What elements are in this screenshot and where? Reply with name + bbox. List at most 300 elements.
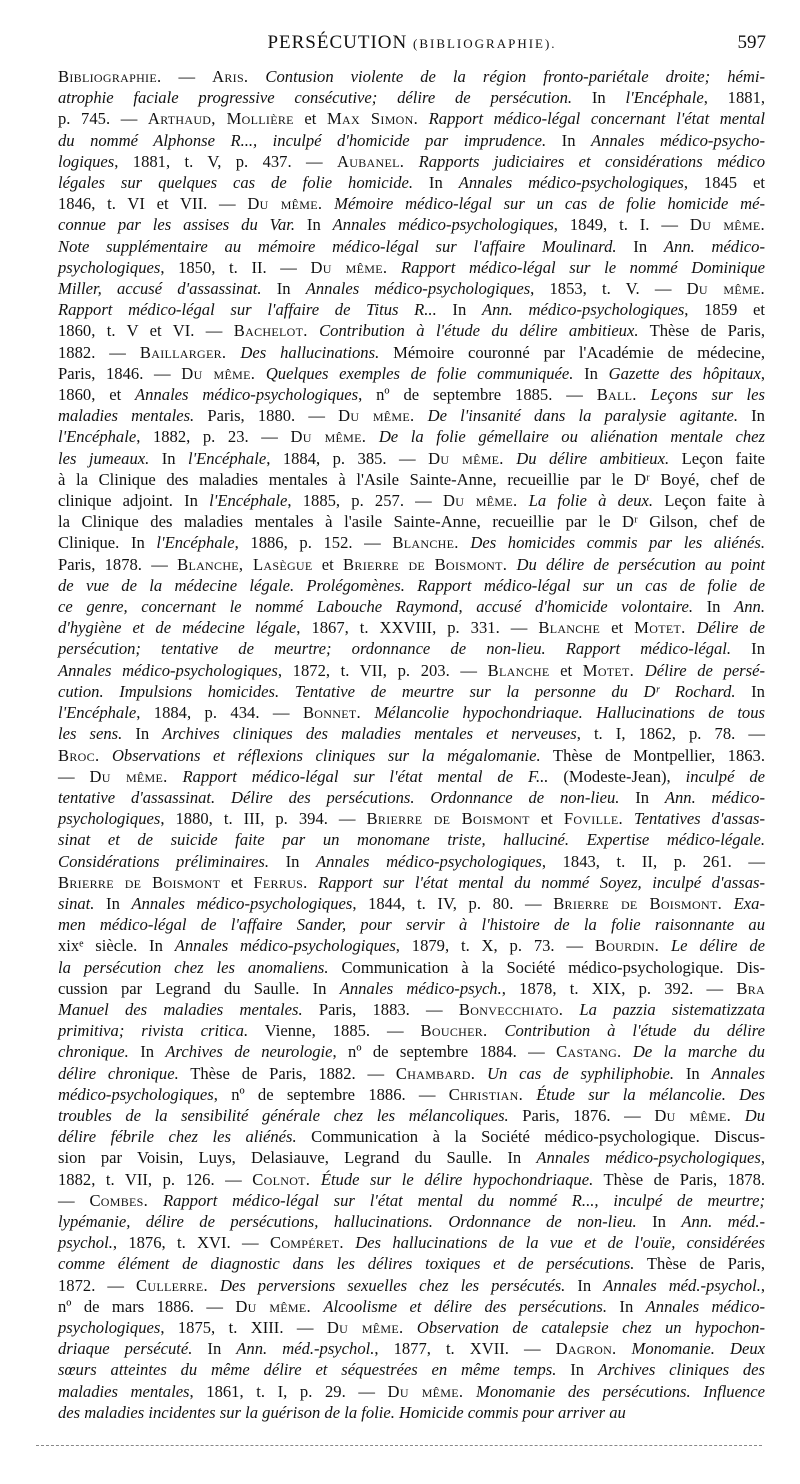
text-line bbox=[58, 723, 765, 744]
plain-text bbox=[366, 427, 379, 446]
plain-text: Clinique. In bbox=[58, 533, 157, 553]
italic-title: Annales méd.-psychol. bbox=[603, 1275, 761, 1295]
plain-text: In bbox=[192, 1339, 237, 1359]
plain-text: , 1885, p. 257. — bbox=[287, 491, 443, 511]
plain-text bbox=[404, 152, 418, 171]
plain-text bbox=[248, 67, 265, 86]
plain-text: (Modeste-Jean), bbox=[548, 766, 686, 786]
text-line bbox=[58, 490, 765, 511]
plain-text: à la Clinique des maladies mentales à l'Asile Sainte-Anne, recueillie par le Dʳ Boyé, chef de bbox=[58, 469, 765, 489]
text-line bbox=[58, 405, 765, 426]
plain-text: In bbox=[738, 406, 765, 426]
plain-text bbox=[563, 1000, 579, 1019]
plain-text: Mémoire couronné par l'Académie de médecine, bbox=[379, 342, 765, 362]
author-name: Du même. bbox=[387, 1381, 464, 1401]
plain-text: , 1843, t. II, p. 261. — bbox=[541, 851, 765, 871]
plain-text bbox=[148, 1191, 163, 1210]
italic-title: sœurs atteintes du même délire et séquestrées en même temps. bbox=[58, 1360, 557, 1380]
author-name: Combes. bbox=[89, 1190, 149, 1210]
text-line bbox=[58, 1296, 765, 1317]
plain-text: , 1845 et bbox=[683, 173, 765, 193]
italic-title: Ann. méd.- bbox=[681, 1211, 765, 1231]
author-name: Compéret. bbox=[269, 1233, 344, 1253]
text-line bbox=[58, 511, 765, 532]
plain-text: , 1849, t. I. — bbox=[553, 215, 690, 235]
italic-title: connue par les assises du Var. bbox=[58, 215, 296, 235]
text-line bbox=[58, 1190, 765, 1211]
plain-text: , bbox=[760, 1275, 766, 1295]
author-name: Cullerre. bbox=[135, 1275, 208, 1295]
author-name: Ferrus. bbox=[253, 872, 308, 892]
italic-title: chronique. bbox=[58, 1042, 129, 1062]
italic-title: Exa- bbox=[733, 893, 765, 913]
text-line bbox=[58, 978, 765, 999]
plain-text: , 1844, t. IV, p. 80. — bbox=[352, 893, 554, 913]
author-name: Du même. bbox=[310, 257, 388, 277]
plain-text bbox=[361, 703, 374, 722]
plain-text: Paris, 1883. — bbox=[302, 999, 459, 1019]
plain-text bbox=[659, 936, 671, 955]
plain-text: In bbox=[268, 851, 317, 871]
plain-text: In bbox=[295, 215, 333, 235]
plain-text bbox=[311, 1297, 323, 1316]
author-name: Castang. bbox=[556, 1042, 622, 1062]
plain-text bbox=[208, 1276, 220, 1295]
author-name: Ball. bbox=[596, 385, 637, 405]
italic-title: l'Encéphale bbox=[209, 491, 288, 511]
plain-text: , 1881, t. V, p. 437. — bbox=[114, 151, 337, 171]
text-line bbox=[58, 172, 765, 193]
author-name: Boucher. bbox=[420, 1021, 488, 1041]
italic-title: Rapport médico-légal sur l'état mental de F... bbox=[182, 766, 549, 786]
italic-title: Annales médico-psychologiques bbox=[174, 936, 396, 956]
italic-title: du nommé Alphonse R..., inculpé d'homicide par imprudence. bbox=[58, 130, 547, 150]
plain-text: , bbox=[760, 1148, 765, 1168]
plain-text: , 1886, p. 152. — bbox=[234, 533, 393, 553]
italic-title: Archives cliniques des maladies mentales et nerveuses bbox=[162, 724, 577, 744]
italic-title: Archives cliniques des bbox=[597, 1360, 765, 1380]
plain-text bbox=[623, 809, 634, 828]
plain-text bbox=[308, 873, 319, 892]
text-line bbox=[58, 681, 765, 702]
text-line bbox=[58, 1211, 765, 1232]
plain-text: In bbox=[731, 639, 765, 659]
author-name: Brierre de Boismont bbox=[58, 872, 221, 892]
plain-text: Thèse de Montpellier, 1863. bbox=[540, 745, 766, 765]
author-name: Dagron. bbox=[555, 1339, 617, 1359]
italic-title: médico-psychologiques bbox=[58, 1084, 214, 1104]
plain-text: cussion par Legrand du Saulle. In bbox=[58, 978, 340, 998]
italic-title: psychol. bbox=[58, 1233, 113, 1253]
plain-text: , 1879, t. X, p. 73. — bbox=[395, 936, 595, 956]
text-line bbox=[58, 236, 765, 257]
plain-text bbox=[414, 406, 427, 425]
text-line bbox=[58, 1317, 765, 1338]
text-line bbox=[58, 448, 765, 469]
plain-text bbox=[168, 767, 183, 786]
text-line bbox=[58, 1084, 765, 1105]
italic-title: Quelques exemples de folie communiquée. bbox=[265, 363, 574, 383]
text-line bbox=[58, 893, 765, 914]
plain-text: et bbox=[220, 872, 254, 892]
italic-title: ce genre, concernant le nommé Labouche Raymond, accusé d'homicide volontaire. bbox=[58, 597, 694, 617]
author-name: Aris. bbox=[212, 67, 249, 86]
italic-title: Du délire ambitieux. bbox=[516, 448, 670, 468]
author-name: Max Simon. bbox=[326, 109, 419, 129]
plain-text: Thèse de Paris, bbox=[638, 321, 766, 341]
author-name: Brierre de Boismont. bbox=[553, 893, 723, 913]
italic-title: Annales médico-psych. bbox=[339, 978, 502, 998]
plain-text: Thèse de Paris, 1878. bbox=[593, 1169, 766, 1189]
text-line bbox=[58, 1253, 765, 1274]
text-line bbox=[58, 872, 765, 893]
plain-text: In bbox=[573, 363, 609, 383]
author-name: Arthaud, Mollière bbox=[147, 109, 294, 129]
plain-text: Thèse de Paris, 1882. — bbox=[178, 1063, 396, 1083]
plain-text: , 1861, t. I, p. 29. — bbox=[189, 1381, 388, 1401]
italic-title: De la marche du bbox=[632, 1042, 765, 1062]
italic-title: l'Encéphale bbox=[156, 533, 235, 553]
italic-title: maladies mentales. bbox=[58, 406, 195, 426]
plain-text: , 1853, t. V. — bbox=[530, 279, 687, 299]
author-name: Chambard. bbox=[395, 1063, 476, 1083]
italic-title: Annales médico-psychologiques bbox=[131, 893, 353, 913]
text-line bbox=[58, 151, 765, 172]
plain-text: In bbox=[128, 1042, 166, 1062]
plain-text: , 1882, p. 23. — bbox=[136, 427, 291, 447]
author-name: Bachelot. bbox=[233, 321, 308, 341]
plain-text bbox=[517, 491, 528, 510]
italic-title: Des homicides commis par les aliénés. bbox=[470, 533, 765, 553]
italic-title: Ann. médico- bbox=[663, 236, 765, 256]
author-name: Bonnet. bbox=[302, 703, 361, 723]
plain-text: In bbox=[616, 236, 664, 256]
plain-text: , 1877, t. XVII. — bbox=[374, 1339, 556, 1359]
italic-title: Annales médico-psycho- bbox=[591, 130, 765, 150]
plain-text: In bbox=[619, 787, 665, 807]
italic-title: psychologiques bbox=[58, 257, 161, 277]
plain-text: et bbox=[312, 554, 344, 574]
italic-title: Étude sur la mélancolie. Des bbox=[536, 1084, 765, 1104]
plain-text: clinique adjoint. In bbox=[58, 491, 210, 511]
italic-title: primitiva; rivista critica. bbox=[58, 1021, 249, 1041]
italic-title: Ann. bbox=[734, 597, 765, 617]
plain-text bbox=[722, 894, 734, 913]
text-line bbox=[58, 299, 765, 320]
italic-title: délire fébrile chez les aliénés. bbox=[58, 1127, 297, 1147]
italic-title: Contribution à l'étude du délire ambitieux. bbox=[319, 321, 639, 341]
plain-text: Paris, 1876. — bbox=[508, 1105, 655, 1125]
plain-text bbox=[475, 1064, 487, 1083]
plain-text: Leçon faite à bbox=[653, 491, 765, 511]
author-name: Du même. bbox=[442, 491, 518, 511]
plain-text: — bbox=[58, 766, 90, 786]
plain-text: In bbox=[413, 173, 459, 193]
footer-rule bbox=[36, 1445, 762, 1446]
text-line bbox=[58, 829, 765, 850]
italic-title: Tentatives d'assas- bbox=[633, 809, 765, 829]
plain-text bbox=[310, 1170, 321, 1189]
text-line bbox=[58, 851, 765, 872]
author-name: Broc. bbox=[58, 745, 100, 765]
plain-text bbox=[308, 321, 319, 340]
plain-text: In bbox=[261, 279, 306, 299]
italic-title: Ann. méd.-psychol. bbox=[236, 1339, 375, 1359]
italic-title: inculpé de bbox=[685, 766, 765, 786]
plain-text bbox=[507, 555, 516, 574]
plain-text: In bbox=[674, 1063, 712, 1083]
text-line bbox=[58, 1381, 765, 1402]
plain-text: et bbox=[293, 109, 327, 129]
plain-text: , 1876, t. XVI. — bbox=[112, 1233, 270, 1253]
plain-text: In bbox=[556, 1360, 598, 1380]
plain-text: 1846, t. VI et VII. — bbox=[58, 194, 248, 214]
text-line bbox=[58, 745, 765, 766]
italic-title: l'Encéphale bbox=[58, 427, 137, 447]
plain-text: , 1881, bbox=[703, 88, 766, 108]
plain-text: , 1867, t. XXVIII, p. 331. — bbox=[296, 618, 539, 638]
italic-title: logiques bbox=[58, 151, 115, 171]
author-name: Bibliographie. bbox=[58, 67, 162, 86]
italic-title: Délire de bbox=[696, 618, 765, 638]
italic-title: Ann. médico- bbox=[664, 787, 765, 807]
italic-title: Ann. médico-psychologiques bbox=[481, 300, 685, 320]
plain-text: , 1850, t. II. — bbox=[160, 257, 311, 277]
author-name: Blanche. bbox=[392, 533, 459, 553]
italic-title: Délire de persé- bbox=[644, 660, 765, 680]
italic-title: Rapport médico-légal concernant l'état mental bbox=[428, 109, 765, 129]
italic-title: driaque persécuté. bbox=[58, 1339, 193, 1359]
plain-text: Paris, 1880. — bbox=[194, 406, 339, 426]
author-name: Du même. bbox=[181, 363, 256, 383]
running-title bbox=[58, 32, 766, 54]
italic-title: les sens. bbox=[58, 724, 123, 744]
italic-title: Annales médico-psychologiques bbox=[332, 215, 554, 235]
italic-title: Note supplémentaire au mémoire médico-légal sur l'affaire Moulinard. bbox=[58, 236, 617, 256]
author-name: Du même. bbox=[686, 279, 765, 299]
text-line bbox=[58, 1232, 765, 1253]
italic-title: Annales médico-psychologiques bbox=[135, 385, 359, 405]
italic-title: Contusion violente de la région fronto-pariétale droite; hémi- bbox=[265, 67, 765, 86]
italic-title: Contribution à l'étude du délire bbox=[504, 1021, 765, 1041]
text-line bbox=[58, 1147, 765, 1168]
plain-text: , 1884, p. 385. — bbox=[266, 448, 429, 468]
author-name: Du même. bbox=[689, 215, 765, 235]
author-name: Du même. bbox=[428, 448, 504, 468]
italic-title: l'Encéphale bbox=[58, 703, 137, 723]
plain-text: , nº de septembre 1884. — bbox=[332, 1042, 557, 1062]
plain-text: Leçon faite bbox=[669, 448, 765, 468]
text-line bbox=[58, 532, 765, 553]
plain-text bbox=[637, 385, 651, 404]
text-line bbox=[58, 384, 765, 405]
plain-text bbox=[322, 194, 334, 213]
plain-text: , 1872, t. VII, p. 203. — bbox=[277, 660, 488, 680]
text-line bbox=[58, 320, 765, 341]
plain-text bbox=[488, 1021, 505, 1040]
author-name: Brierre de Boismont. bbox=[343, 554, 508, 574]
text-line bbox=[58, 426, 765, 447]
author-name: Motet. bbox=[634, 618, 686, 638]
italic-title: d'hygiène et de médecine légale bbox=[58, 618, 297, 638]
italic-title: maladies mentales bbox=[58, 1381, 190, 1401]
italic-title: Archives de neurologie bbox=[165, 1042, 333, 1062]
plain-text: In bbox=[149, 448, 189, 468]
author-name: Brierre de Boismont bbox=[366, 809, 530, 829]
text-line bbox=[58, 257, 765, 278]
text-line bbox=[58, 554, 765, 575]
text-line bbox=[58, 1126, 765, 1147]
author-name: Du même. bbox=[338, 406, 415, 426]
text-line bbox=[58, 108, 765, 129]
italic-title: De l'insanité dans la paralysie agitante. bbox=[427, 406, 738, 426]
italic-title: Un cas de syphiliphobie. bbox=[486, 1063, 675, 1083]
text-line bbox=[58, 638, 765, 659]
italic-title: men médico-légal de l'affaire Sander, pour servir à l'histoire de la folie raisonnante au bbox=[58, 915, 765, 935]
plain-text: , 1875, t. XIII. — bbox=[160, 1317, 327, 1337]
text-line bbox=[58, 1169, 765, 1190]
author-name: Aubanel. bbox=[337, 151, 405, 171]
italic-title: De la folie gémellaire ou aliénation mentale chez bbox=[378, 427, 765, 447]
italic-title: délire chronique. bbox=[58, 1063, 179, 1083]
author-name: Du même. bbox=[247, 194, 323, 214]
text-line bbox=[58, 957, 765, 978]
plain-text: , t. I, 1862, p. 78. — bbox=[576, 724, 765, 744]
text-line bbox=[58, 575, 765, 596]
italic-title: Le délire de bbox=[670, 936, 765, 956]
text-line bbox=[58, 278, 765, 299]
plain-text bbox=[459, 533, 471, 552]
text-line bbox=[58, 1063, 765, 1084]
italic-title: sinat. bbox=[58, 893, 95, 913]
italic-title: La pazzia sistematizzata bbox=[579, 999, 765, 1019]
plain-text: In bbox=[572, 88, 626, 108]
italic-title: Du délire de persécution au point bbox=[516, 554, 766, 574]
text-line bbox=[58, 87, 765, 108]
plain-text: In bbox=[436, 300, 482, 320]
plain-text: In bbox=[693, 597, 735, 617]
italic-title: Rapports judiciaires et considérations médico bbox=[418, 151, 765, 171]
text-line bbox=[58, 1338, 765, 1359]
plain-text bbox=[463, 1382, 476, 1401]
italic-title: Manuel des maladies mentales. bbox=[58, 999, 303, 1019]
text-line bbox=[58, 808, 765, 829]
text-line bbox=[58, 130, 765, 151]
text-line bbox=[58, 660, 765, 681]
italic-title: persécution; tentative de meurtre; ordonnance de non-lieu. Rapport médico-légal. bbox=[58, 639, 732, 659]
header-subtitle: (BIBLIOGRAPHIE). bbox=[412, 36, 557, 51]
plain-text: Communication à la Société médico-psychologique. Discus- bbox=[296, 1127, 765, 1147]
plain-text: In bbox=[565, 1275, 604, 1295]
text-line bbox=[58, 1105, 765, 1126]
header-title: PERSÉCUTION bbox=[267, 32, 408, 53]
italic-title: Considérations préliminaires. bbox=[58, 851, 269, 871]
text-line bbox=[58, 787, 765, 808]
italic-title: cution. Impulsions homicides. Tentative de meurtre sur la personne du Dʳ Rochard. bbox=[58, 681, 736, 701]
italic-title: atrophie faciale progressive consécutive; délire de persécution. bbox=[58, 88, 573, 108]
plain-text: Paris, 1846. — bbox=[58, 363, 182, 383]
italic-title: Annales médico-psychologiques bbox=[58, 660, 278, 680]
plain-text bbox=[504, 449, 516, 468]
plain-text: , nº de septembre 1886. — bbox=[213, 1084, 449, 1104]
plain-text: nº de mars 1886. — bbox=[58, 1296, 236, 1316]
italic-title: Des hallucinations de la vue et de l'ouïe, considérées bbox=[355, 1233, 765, 1253]
text-line bbox=[58, 214, 765, 235]
italic-title: Du bbox=[744, 1105, 765, 1125]
plain-text bbox=[387, 258, 401, 277]
plain-text: , bbox=[760, 363, 765, 383]
plain-text: In bbox=[636, 1211, 682, 1231]
text-line bbox=[58, 617, 765, 638]
plain-text: et bbox=[549, 660, 583, 680]
italic-title: les jumeaux. bbox=[58, 448, 150, 468]
plain-text bbox=[634, 661, 645, 680]
italic-title: Annales médico-psychologiques bbox=[305, 279, 531, 299]
plain-text: In bbox=[546, 130, 591, 150]
plain-text: 1860, et bbox=[58, 385, 136, 405]
plain-text: In bbox=[94, 893, 132, 913]
text-line bbox=[58, 1402, 765, 1423]
text-line bbox=[58, 193, 765, 214]
plain-text bbox=[418, 109, 429, 128]
italic-title: Rapport sur l'état mental du nommé Soyez, inculpé d'assas- bbox=[318, 872, 766, 892]
italic-title: Annales médico-psychologiques bbox=[316, 851, 542, 871]
author-name: Blanche bbox=[538, 618, 601, 638]
author-name: Blanche bbox=[487, 660, 550, 680]
author-name: Colnot. bbox=[252, 1169, 311, 1189]
italic-title: Rapport médico-légal sur l'état mental du nommé R..., inculpé de meurtre; bbox=[162, 1190, 765, 1210]
plain-text: , nº de septembre 1885. — bbox=[358, 385, 597, 405]
plain-text bbox=[255, 364, 266, 383]
text-line bbox=[58, 342, 765, 363]
text-line bbox=[58, 1041, 765, 1062]
author-name: Du même. bbox=[326, 1317, 404, 1337]
plain-text: In bbox=[735, 681, 765, 701]
bibliography-paragraph bbox=[58, 66, 765, 1423]
plain-text: , 1878, t. XIX, p. 392. — bbox=[501, 978, 737, 998]
plain-text bbox=[686, 618, 697, 637]
running-header bbox=[58, 30, 766, 60]
italic-title: l'Encéphale bbox=[625, 88, 704, 108]
italic-title: Des perversions sexuelles chez les persécutés. bbox=[219, 1275, 566, 1295]
plain-text bbox=[621, 1042, 632, 1061]
plain-text: 1860, t. V et VI. — bbox=[58, 321, 234, 341]
italic-title: Annales bbox=[711, 1063, 765, 1083]
plain-text: , 1880, t. III, p. 394. — bbox=[160, 809, 367, 829]
plain-text: , 1859 et bbox=[684, 300, 765, 320]
text-line bbox=[58, 596, 765, 617]
author-name: Blanche, Lasègue bbox=[177, 554, 313, 574]
page-number: 597 bbox=[737, 32, 766, 53]
text-line bbox=[58, 914, 765, 935]
italic-title: Miller, accusé d'assassinat. bbox=[58, 279, 262, 299]
plain-text: Vienne, 1885. — bbox=[248, 1021, 421, 1041]
text-line bbox=[58, 469, 765, 490]
plain-text: sion par Voisin, Luys, Delasiauve, Legrand du Saulle. In bbox=[58, 1148, 537, 1168]
author-name: Du même. bbox=[290, 427, 367, 447]
author-name: Du même. bbox=[235, 1296, 311, 1316]
text-line bbox=[58, 766, 765, 787]
author-name: Baillarger. bbox=[139, 342, 227, 362]
italic-title: sinat et de suicide faite par un monomane triste, halluciné. Expertise médico-légale. bbox=[58, 830, 765, 850]
author-name: Bonvecchiato. bbox=[458, 999, 564, 1019]
text-line bbox=[58, 1275, 765, 1296]
italic-title: la persécution chez les anomaliens. bbox=[58, 957, 329, 977]
italic-title: l'Encéphale bbox=[188, 448, 267, 468]
plain-text: xixᵉ siècle. In bbox=[58, 936, 175, 956]
text-line bbox=[58, 935, 765, 956]
italic-title: lypémanie, délire de persécutions, hallucinations. Ordonnance de non-lieu. bbox=[58, 1211, 637, 1231]
